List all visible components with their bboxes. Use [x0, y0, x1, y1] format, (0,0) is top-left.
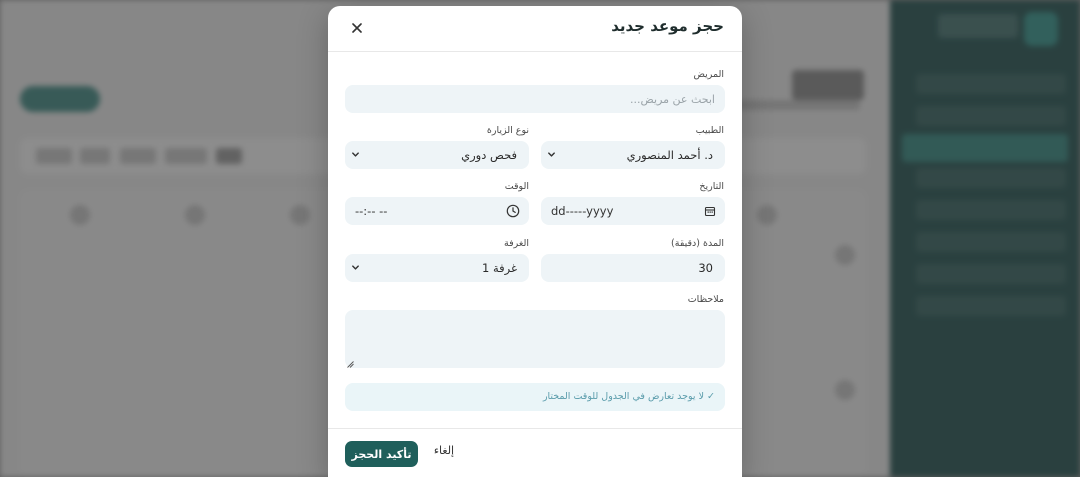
conflict-status-notice — [345, 383, 725, 411]
time-label: الوقت — [504, 181, 529, 192]
modal-header — [328, 6, 742, 52]
notes-label: ملاحظات — [687, 294, 724, 305]
footer-divider — [328, 428, 742, 429]
calendar-icon[interactable] — [704, 205, 716, 217]
chevron-down-icon — [351, 263, 360, 272]
new-appointment-modal — [328, 6, 742, 477]
resize-handle-icon[interactable] — [347, 361, 354, 368]
close-button[interactable] — [348, 19, 366, 37]
date-input[interactable] — [541, 197, 725, 225]
date-input-value: dd-----yyyy — [551, 204, 614, 218]
visit-type-select-value: فحص دوري — [461, 148, 517, 162]
doctor-label: الطبيب — [695, 125, 724, 136]
room-label: الغرفة — [504, 238, 529, 249]
duration-input[interactable] — [541, 254, 725, 282]
chevron-down-icon — [351, 150, 360, 159]
time-input[interactable] — [345, 197, 529, 225]
doctor-select[interactable] — [541, 141, 725, 169]
patient-label: المريض — [693, 69, 724, 80]
conflict-status-text: ✓ لا يوجد تعارض في الجدول للوقت المختار — [542, 391, 715, 402]
clock-icon[interactable] — [506, 204, 520, 218]
date-label: التاريخ — [699, 181, 724, 192]
visit-type-select[interactable] — [345, 141, 529, 169]
close-icon — [352, 23, 362, 33]
notes-textarea[interactable] — [345, 310, 725, 368]
duration-input-value: 30 — [698, 261, 713, 275]
patient-search-input[interactable] — [345, 85, 725, 113]
chevron-down-icon — [547, 150, 556, 159]
modal-title: حجز موعد جديد — [611, 17, 724, 35]
patient-search-placeholder: ابحث عن مريض... — [630, 93, 715, 106]
doctor-select-value: د. أحمد المنصوري — [626, 148, 713, 162]
room-select-value: غرفة 1 — [481, 261, 517, 275]
duration-label: المدة (دقيقة) — [671, 238, 724, 249]
cancel-button[interactable]: إلغاء — [433, 444, 455, 457]
room-select[interactable] — [345, 254, 529, 282]
time-input-value: --:-- -- — [355, 204, 388, 218]
visit-type-label: نوع الزيارة — [486, 125, 529, 136]
confirm-booking-button[interactable]: تأكيد الحجز — [345, 441, 418, 467]
